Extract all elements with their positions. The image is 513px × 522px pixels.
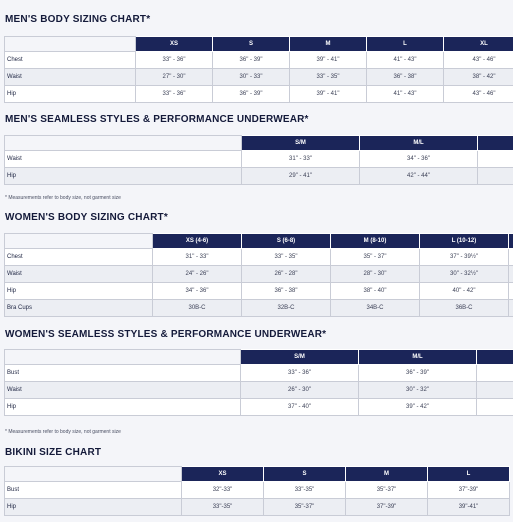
table-row <box>5 499 510 516</box>
header-cell: S/M <box>242 136 360 151</box>
header-row <box>5 234 513 249</box>
men-seamless-note: * Measurements refer to body size, not garment size <box>5 195 121 201</box>
table-row <box>5 52 513 69</box>
header-row <box>5 136 513 151</box>
table-row <box>5 86 513 103</box>
table-cell: 37" - 40" <box>241 399 359 416</box>
row-label: Bust <box>5 482 182 499</box>
table-cell: 27" - 30" <box>136 69 213 86</box>
table-row <box>5 168 513 185</box>
table-cell: 28" - 30" <box>331 266 420 283</box>
header-cell <box>5 136 242 151</box>
table-cell <box>477 399 513 416</box>
table-cell: 30" - 32½" <box>420 266 509 283</box>
table-cell <box>509 300 513 317</box>
header-cell: XS (4-6) <box>153 234 242 249</box>
table-cell: 32B-C <box>242 300 331 317</box>
table-cell <box>509 266 513 283</box>
header-cell: S <box>213 37 290 52</box>
table-row <box>5 69 513 86</box>
table-cell: 36" - 38" <box>367 69 444 86</box>
table-cell: 43" - 46" <box>444 52 513 69</box>
row-label: Chest <box>5 52 136 69</box>
table-row <box>5 300 513 317</box>
header-cell <box>5 234 153 249</box>
table-row <box>5 399 513 416</box>
header-cell <box>5 350 241 365</box>
table-cell: 24" - 26" <box>153 266 242 283</box>
table-cell: 33" - 35" <box>290 69 367 86</box>
row-label: Waist <box>5 382 241 399</box>
table-cell: 34B-C <box>331 300 420 317</box>
table-cell: 33"-35" <box>264 482 346 499</box>
header-cell: XS <box>136 37 213 52</box>
table-cell: 43" - 46" <box>444 86 513 103</box>
table-cell <box>478 168 513 185</box>
row-label: Hip <box>5 168 242 185</box>
men-body-table <box>4 36 513 103</box>
header-row <box>5 467 510 482</box>
table-cell: 33" - 36" <box>136 52 213 69</box>
table-cell: 36" - 39" <box>213 86 290 103</box>
table-row <box>5 482 510 499</box>
header-cell <box>478 136 513 151</box>
table-cell: 29" - 41" <box>242 168 360 185</box>
table-cell: 30" - 32" <box>359 382 477 399</box>
table-cell: 41" - 43" <box>367 52 444 69</box>
header-cell: S (6-8) <box>242 234 331 249</box>
women-body-title: WOMEN'S BODY SIZING CHART* <box>5 212 168 223</box>
row-label: Chest <box>5 249 153 266</box>
table-cell: 40" - 42" <box>420 283 509 300</box>
table-cell: 36B-C <box>420 300 509 317</box>
header-cell <box>5 37 136 52</box>
header-cell <box>5 467 182 482</box>
header-row <box>5 37 513 52</box>
table-cell: 39"-41" <box>428 499 510 516</box>
table-cell: 30B-C <box>153 300 242 317</box>
table-cell: 35"-37" <box>264 499 346 516</box>
table-cell: 36" - 38" <box>242 283 331 300</box>
table-cell: 34" - 36" <box>153 283 242 300</box>
table-cell: 36" - 39" <box>213 52 290 69</box>
table-row <box>5 283 513 300</box>
table-cell: 35" - 37" <box>331 249 420 266</box>
table-cell: 36" - 39" <box>359 365 477 382</box>
table-cell: 32"-33" <box>182 482 264 499</box>
header-row <box>5 350 513 365</box>
women-body-table <box>4 233 513 317</box>
table-cell <box>477 365 513 382</box>
row-label: Bra Cups <box>5 300 153 317</box>
bikini-title: BIKINI SIZE CHART <box>5 447 102 458</box>
table-cell: 30" - 33" <box>213 69 290 86</box>
table-row <box>5 266 513 283</box>
table-cell: 37"-39" <box>428 482 510 499</box>
table-row <box>5 382 513 399</box>
header-cell: XL <box>444 37 513 52</box>
row-label: Waist <box>5 266 153 283</box>
header-cell: S/M <box>241 350 359 365</box>
header-cell: L (10-12) <box>420 234 509 249</box>
table-cell <box>509 249 513 266</box>
table-cell: 41" - 43" <box>367 86 444 103</box>
header-cell: XS <box>182 467 264 482</box>
men-body-title: MEN'S BODY SIZING CHART* <box>5 14 151 25</box>
table-cell: 39" - 42" <box>359 399 477 416</box>
table-row <box>5 249 513 266</box>
women-seamless-note: * Measurements refer to body size, not garment size <box>5 429 121 435</box>
table-cell <box>478 151 513 168</box>
table-cell: 38" - 42" <box>444 69 513 86</box>
table-cell <box>477 382 513 399</box>
header-cell: L <box>367 37 444 52</box>
table-row <box>5 365 513 382</box>
table-cell: 33"-35" <box>182 499 264 516</box>
table-cell: 35"-37" <box>346 482 428 499</box>
table-cell: 34" - 36" <box>360 151 478 168</box>
men-seamless-title: MEN'S SEAMLESS STYLES & PERFORMANCE UNDERWEAR* <box>5 114 309 125</box>
row-label: Hip <box>5 283 153 300</box>
table-cell: 33" - 36" <box>136 86 213 103</box>
header-cell <box>509 234 513 249</box>
table-cell: 31" - 33" <box>242 151 360 168</box>
table-cell: 33" - 35" <box>242 249 331 266</box>
table-cell: 33" - 36" <box>241 365 359 382</box>
women-seamless-table <box>4 349 513 416</box>
header-cell: M (8-10) <box>331 234 420 249</box>
table-cell: 39" - 41" <box>290 52 367 69</box>
header-cell: M/L <box>359 350 477 365</box>
women-seamless-title: WOMEN'S SEAMLESS STYLES & PERFORMANCE UNDERWEAR* <box>5 329 327 340</box>
bikini-table <box>4 466 510 516</box>
row-label: Waist <box>5 151 242 168</box>
table-cell: 26" - 30" <box>241 382 359 399</box>
table-cell: 37" - 39½" <box>420 249 509 266</box>
table-cell: 39" - 41" <box>290 86 367 103</box>
row-label: Hip <box>5 86 136 103</box>
table-row <box>5 151 513 168</box>
table-cell: 26" - 28" <box>242 266 331 283</box>
men-seamless-table <box>4 135 513 185</box>
header-cell: M <box>290 37 367 52</box>
table-cell: 42" - 44" <box>360 168 478 185</box>
table-cell: 31" - 33" <box>153 249 242 266</box>
row-label: Hip <box>5 399 241 416</box>
header-cell: S <box>264 467 346 482</box>
row-label: Hip <box>5 499 182 516</box>
table-cell: 37"-39" <box>346 499 428 516</box>
row-label: Waist <box>5 69 136 86</box>
header-cell <box>477 350 513 365</box>
header-cell: L <box>428 467 510 482</box>
header-cell: M <box>346 467 428 482</box>
table-cell: 38" - 40" <box>331 283 420 300</box>
header-cell: M/L <box>360 136 478 151</box>
row-label: Bust <box>5 365 241 382</box>
table-cell <box>509 283 513 300</box>
